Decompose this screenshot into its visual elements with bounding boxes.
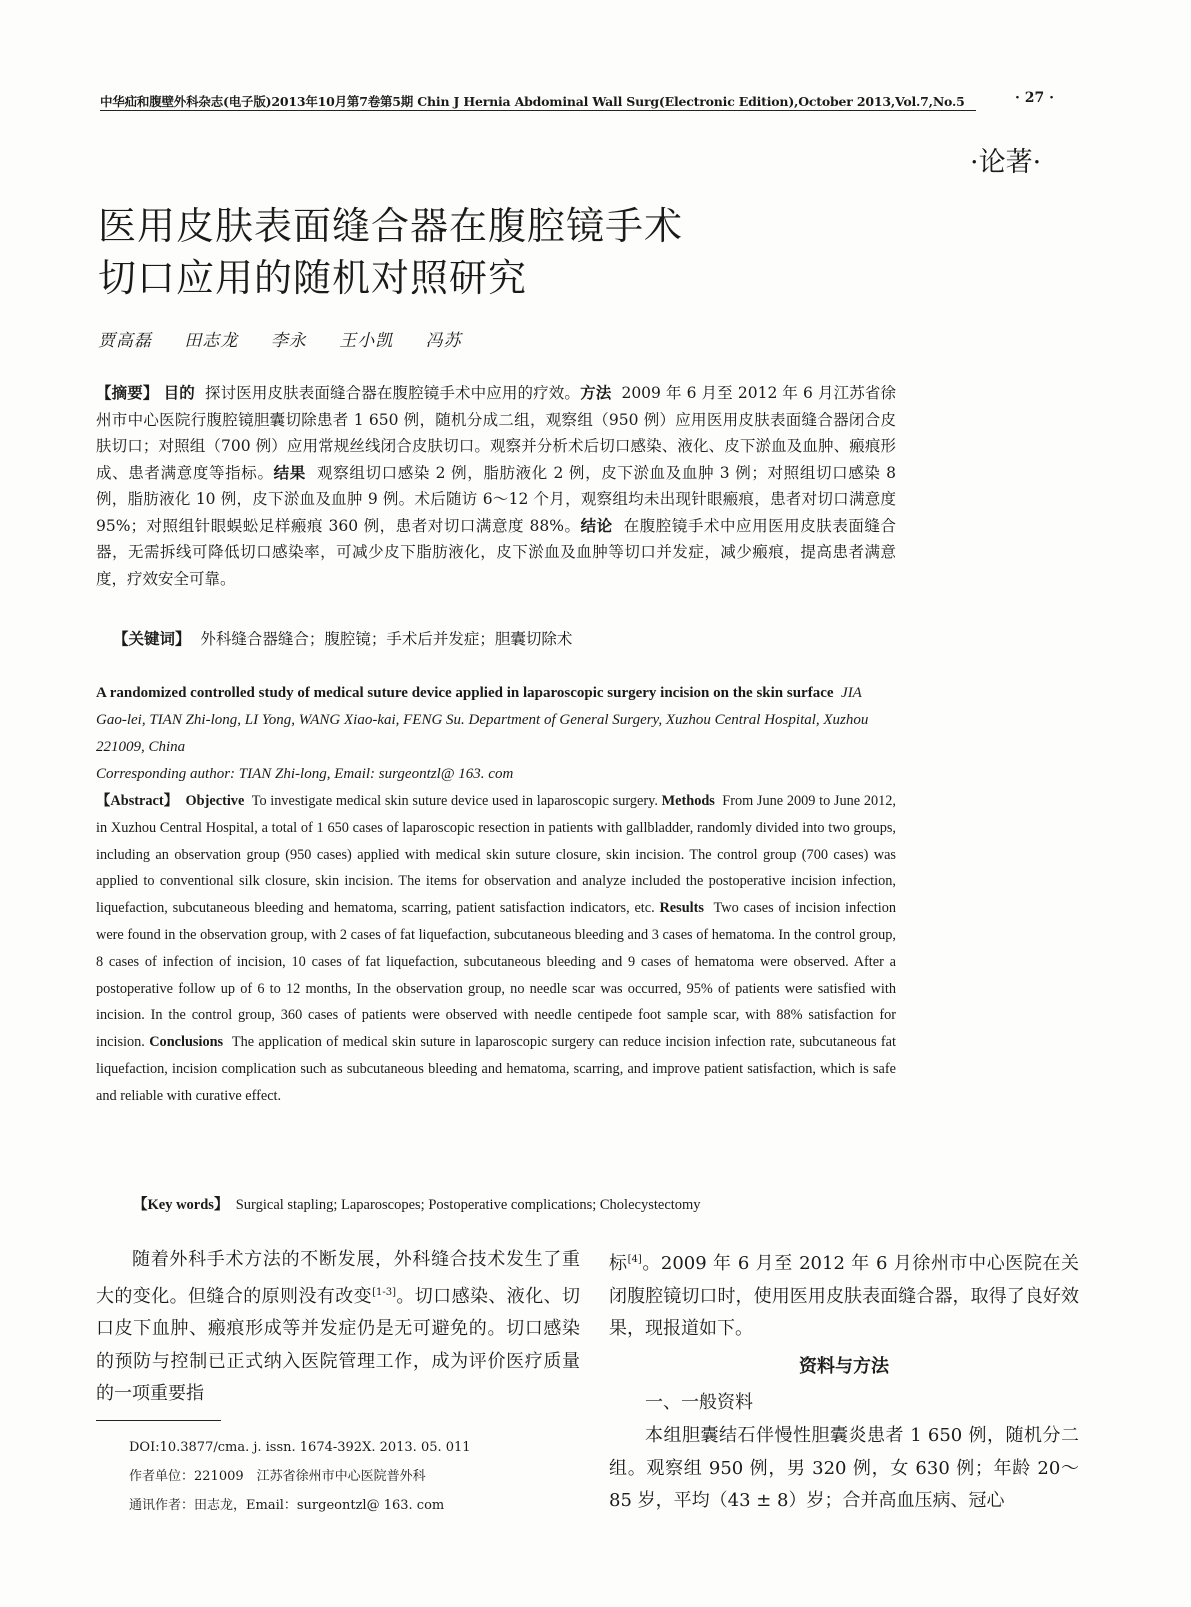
section-heading: 资料与方法 bbox=[799, 1356, 889, 1377]
author: 田志龙 bbox=[184, 331, 239, 351]
objective-text: 探讨医用皮肤表面缝合器在腹腔镜手术中应用的疗效。 bbox=[204, 384, 581, 402]
keywords-label: 【关键词】 bbox=[113, 629, 191, 648]
en-methods-text: From June 2009 to June 2012, in Xuzhou Central Hospital, a total of 1 650 cases of laparoscopic resection in patients with gallbladder, randomly divided into two groups, including an observation group (950 cases) applied with medical skin suture closure, skin incision. The control group (700 cases) was applied to conventional silk closure, skin incision. The items for observation and analyze included the postoperative incision infection, liquefaction, subcutaneous bleeding and hematoma, scarring, patient satisfaction indicators, etc. bbox=[96, 793, 896, 917]
english-authors: JIA Gao-lei, TIAN Zhi-long, LI Yong, WANG Xiao-kai, FENG Su. Department of General Surgery, Xuzhou Central Hospital, Xuzhou 221009, China bbox=[96, 685, 869, 755]
chinese-keywords bbox=[113, 627, 572, 649]
section-tag: ·论著· bbox=[970, 147, 1042, 178]
en-objective-text: To investigate medical skin suture device used in laparoscopic surgery. bbox=[251, 793, 658, 809]
page-number: · 27 · bbox=[1015, 90, 1054, 106]
title-line-1: 医用皮肤表面缝合器在腹腔镜手术 bbox=[98, 204, 684, 248]
body-text: 标 bbox=[609, 1253, 628, 1274]
author: 李永 bbox=[270, 331, 307, 351]
methods-label: 方法 bbox=[580, 383, 612, 402]
en-methods-label: Methods bbox=[661, 793, 715, 809]
body-right-column bbox=[609, 1244, 1079, 1346]
article-title bbox=[98, 200, 683, 304]
body-right-paragraph: 本组胆囊结石伴慢性胆囊炎患者 1 650 例，随机分二组。观察组 950 例，男 320 例，女 630 例；年龄 20～85 岁，平均（43 ± 8）岁；合并高血压病、冠心 bbox=[609, 1425, 1079, 1511]
author: 王小凯 bbox=[339, 331, 394, 351]
english-title: A randomized controlled study of medical suture device applied in laparoscopic surgery incision on the skin surface bbox=[96, 685, 834, 701]
citation: [1-3] bbox=[372, 1286, 396, 1298]
footnote-rule bbox=[96, 1420, 221, 1421]
en-conclusions-text: The application of medical skin suture in laparoscopic surgery can reduce incision infection rate, subcutaneous fat liquefaction, incision complication such as subcutaneous bleeding and hematoma, scarring, and improve patient satisfaction, which is safe and reliable with curative effect. bbox=[96, 1034, 896, 1104]
title-line-2: 切口应用的随机对照研究 bbox=[98, 256, 528, 300]
corresponding-note: 通讯作者：田志龙，Email：surgeontzl@ 163. com bbox=[129, 1498, 445, 1513]
body-text: 。2009 年 6 月至 2012 年 6 月徐州市中心医院在关闭腹腔镜切口时，使用医用皮肤表面缝合器，取得了良好效果，现报道如下。 bbox=[609, 1253, 1079, 1339]
author: 冯苏 bbox=[425, 331, 462, 351]
author-list bbox=[98, 326, 488, 351]
footnotes bbox=[129, 1433, 471, 1520]
abstract-label: 【摘要】 bbox=[96, 383, 159, 402]
body-text: 。切口感染、液化、切口皮下血肿、瘢痕形成等并发症仍是无可避免的。切口感染的预防与控制已正式纳入医院管理工作，成为评价医疗质量的一项重要指 bbox=[96, 1285, 581, 1404]
header-rule bbox=[100, 110, 976, 111]
chinese-abstract bbox=[96, 380, 896, 592]
english-keywords bbox=[133, 1193, 701, 1214]
conclusion-label: 结论 bbox=[580, 515, 613, 535]
doi: DOI:10.3877/cma. j. issn. 1674-392X. 2013. 05. 011 bbox=[129, 1440, 471, 1455]
corresponding-author: Corresponding author: TIAN Zhi-long, Email: surgeontzl@ 163. com bbox=[96, 766, 514, 782]
en-keywords-text: Surgical stapling; Laparoscopes; Postoperative complications; Cholecystectomy bbox=[235, 1197, 701, 1213]
sub-heading: 一、一般资料 bbox=[645, 1392, 753, 1413]
objective-label: 目的 bbox=[163, 383, 195, 402]
en-conclusions-label: Conclusions bbox=[149, 1034, 224, 1051]
body-text: 随着外科手术方法的不断发展，外科缝合技术发生了重大的变化。但缝合的原则没有改变 bbox=[96, 1249, 580, 1307]
english-abstract bbox=[96, 788, 896, 1110]
en-results-label: Results bbox=[659, 900, 704, 917]
en-abstract-label: 【Abstract】 bbox=[96, 793, 179, 809]
keywords-text: 外科缝合器缝合；腹腔镜；手术后并发症；胆囊切除术 bbox=[200, 630, 573, 648]
citation: [4] bbox=[627, 1254, 642, 1265]
results-label: 结果 bbox=[273, 462, 306, 482]
body-left-column bbox=[96, 1244, 580, 1411]
author: 贾高磊 bbox=[98, 331, 152, 351]
en-objective-label: Objective bbox=[185, 793, 245, 809]
results-text: 观察组切口感染 2 例，脂肪液化 2 例，皮下淤血及血肿 3 例；对照组切口感染 8 例，脂肪液化 10 例，皮下淤血及血肿 9 例。术后随访 6～12 个月，观察组均未出现针眼瘢痕，患者对切口满意度 95%；对照组针眼蜈蚣足样瘢痕 360 例，患者对切口满意度 88%。 bbox=[96, 463, 896, 535]
journal-header: 中华疝和腹壁外科杂志(电子版)2013年10月第7卷第5期 Chin J Hernia Abdominal Wall Surg(Electronic Edition),October 2013,Vol.7,No.5 bbox=[100, 94, 965, 109]
conclusion-text: 在腹腔镜手术中应用医用皮肤表面缝合器，无需拆线可降低切口感染率，可减少皮下脂肪液化，皮下淤血及血肿等切口并发症，减少瘢痕，提高患者满意度，疗效安全可靠。 bbox=[96, 516, 896, 588]
en-keywords-label: 【Key words】 bbox=[133, 1197, 229, 1213]
english-title-block bbox=[96, 680, 896, 788]
author-affiliation: 作者单位：221009 江苏省徐州市中心医院普外科 bbox=[129, 1469, 426, 1484]
methods-text: 2009 年 6 月至 2012 年 6 月江苏省徐州市中心医院行腹腔镜胆囊切除患者 1 650 例，随机分成二组，观察组（950 例）应用医用皮肤表面缝合器闭合皮肤切口；对照组（700 例）应用常规丝线闭合皮肤切口。观察并分析术后切口感染、液化、皮下淤血及血肿、瘢痕形成、患者满意度等指标。 bbox=[96, 384, 896, 482]
en-results-text: Two cases of incision infection were found in the observation group, with 2 cases of fat liquefaction, subcutaneous bleeding and 3 cases of hematoma. In the control group, 8 cases of infection of incision, 10 cases of fat liquefaction, subcutaneous bleeding and 9 cases of hematoma were observed. After a postoperative follow up of 6 to 12 months, In the observation group, no needle scar was occurred, 95% of patients were satisfied with incision. In the control group, 360 cases of patients were observed with needle centipede foot sample scar, with 88% satisfaction for incision. bbox=[96, 900, 896, 1051]
